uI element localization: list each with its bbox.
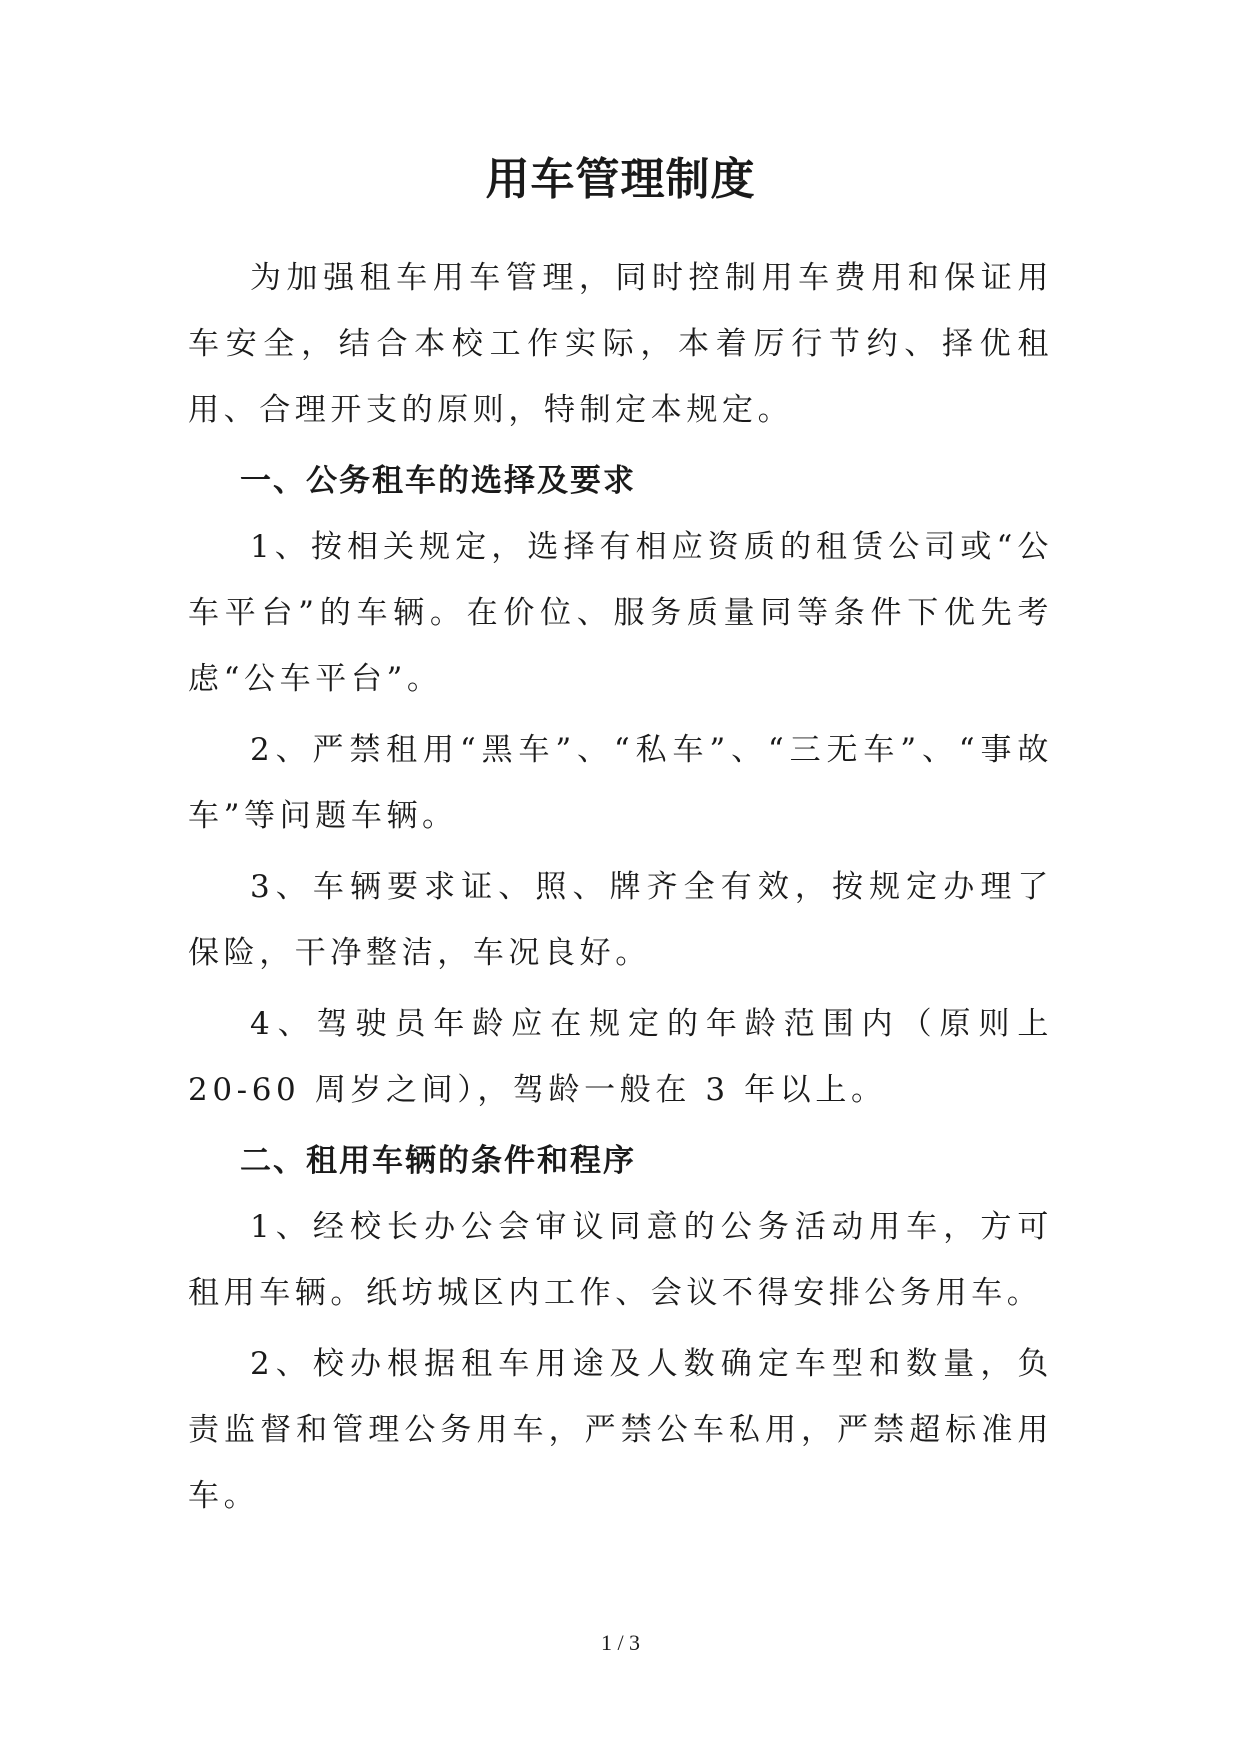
document-body xyxy=(188,245,1053,1529)
section-heading-1: 一、公务租车的选择及要求 xyxy=(240,463,636,499)
section-1-item-4: 4、驾驶员年龄应在规定的年龄范围内（原则上 20-60 周岁之间），驾龄一般在 3 年以上。 xyxy=(188,1006,1053,1108)
intro-paragraph: 为加强租车用车管理，同时控制用车费用和保证用车安全，结合本校工作实际，本着厉行节约、择优租用、合理开支的原则，特制定本规定。 xyxy=(188,260,1053,428)
section-1-item-2: 2、严禁租用“黑车”、“私车”、“三无车”、“事故车”等问题车辆。 xyxy=(188,732,1053,834)
page-number: 1 / 3 xyxy=(600,1630,641,1655)
section-2-item-2: 2、校办根据租车用途及人数确定车型和数量，负责监督和管理公务用车，严禁公车私用，严禁超标准用车。 xyxy=(188,1346,1053,1514)
section-2-item-1: 1、经校长办公会审议同意的公务活动用车，方可租用车辆。纸坊城区内工作、会议不得安排公务用车。 xyxy=(188,1209,1053,1311)
section-1-item-3: 3、车辆要求证、照、牌齐全有效，按规定办理了保险，干净整洁，车况良好。 xyxy=(188,869,1053,971)
section-heading-2: 二、租用车辆的条件和程序 xyxy=(240,1143,636,1179)
section-1-item-1: 1、按相关规定，选择有相应资质的租赁公司或“公车平台”的车辆。在价位、服务质量同等条件下优先考虑“公车平台”。 xyxy=(188,529,1053,697)
page-title: 用车管理制度 xyxy=(485,154,756,205)
